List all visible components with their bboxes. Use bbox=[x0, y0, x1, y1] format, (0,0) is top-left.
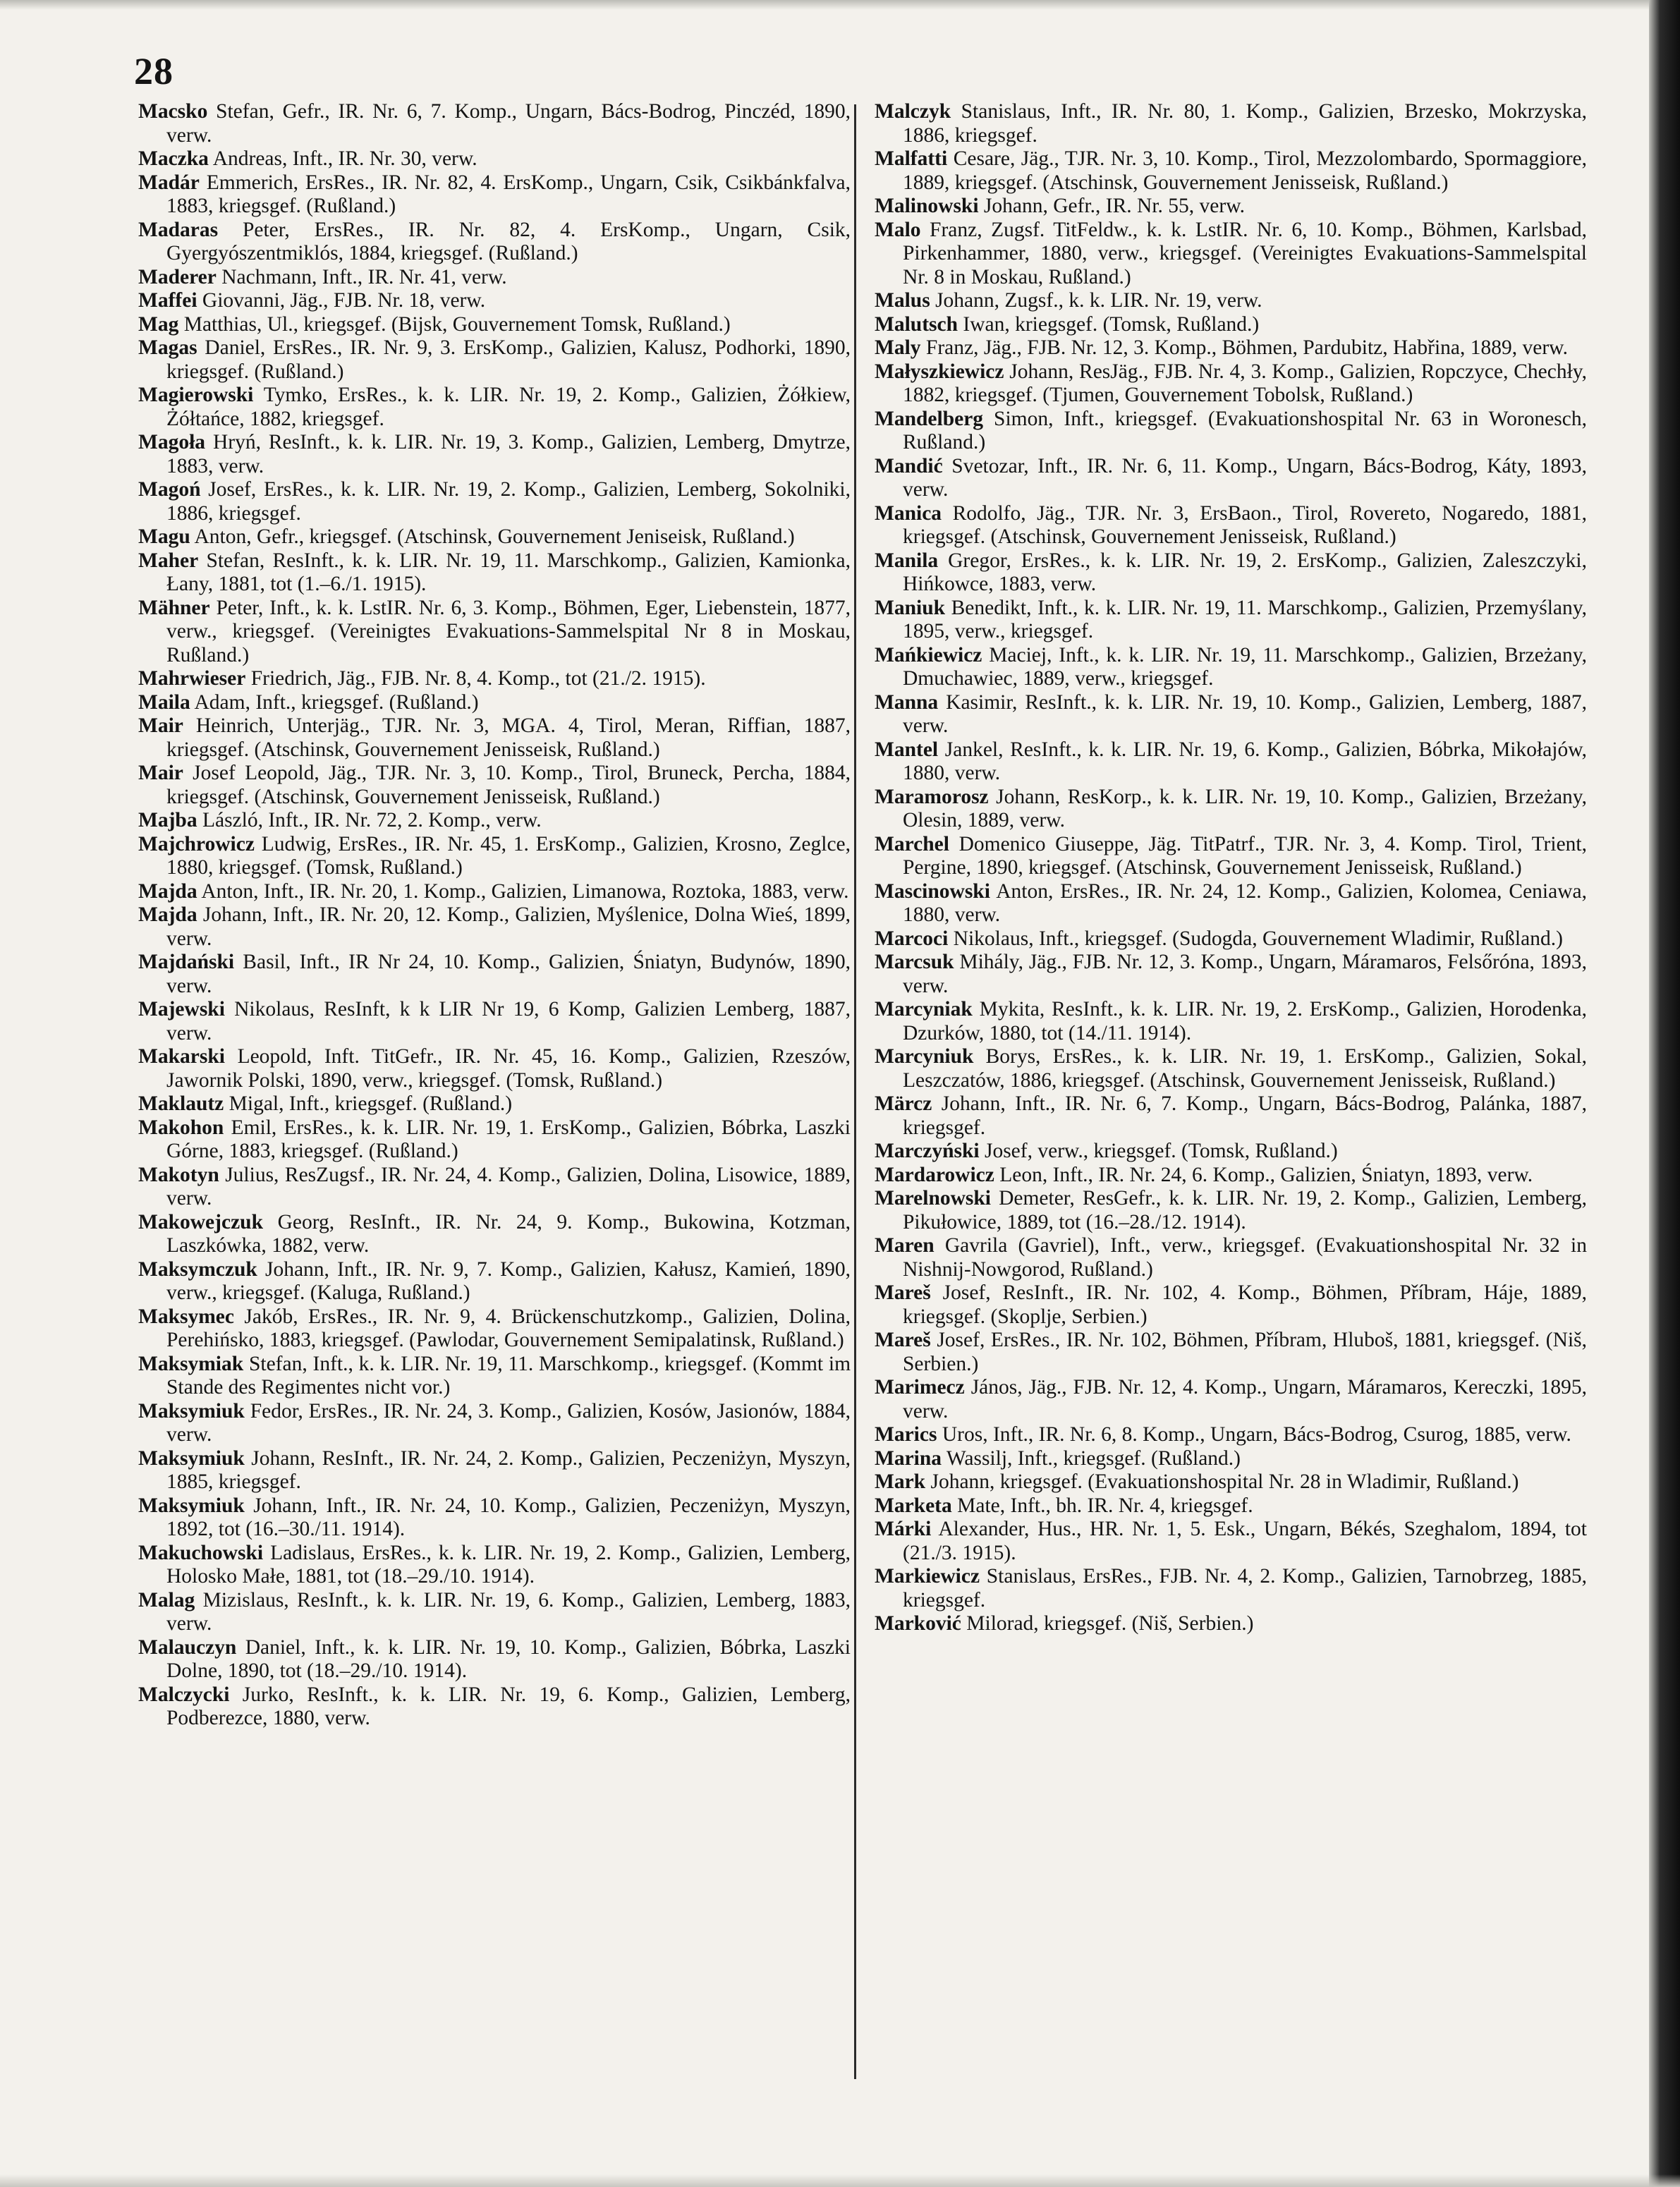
entry-details: Johann, ResJäg., FJB. Nr. 4, 3. Komp., Galizien, Ropczyce, Chechły, 1882, kriegsgef. (Tjumen, Gouvernement Tobolsk, Rußland.) bbox=[903, 360, 1588, 406]
entry-surname: Maklautz bbox=[138, 1092, 224, 1115]
register-entry bbox=[138, 951, 851, 998]
scan-edge-bottom bbox=[0, 2174, 1680, 2187]
entry-surname: Magierowski bbox=[138, 384, 254, 406]
register-entry bbox=[138, 289, 851, 313]
entry-details: Andreas, Inft., IR. Nr. 30, verw. bbox=[212, 147, 477, 170]
register-entry bbox=[138, 714, 851, 762]
register-entry bbox=[138, 691, 851, 715]
entry-surname: Mähner bbox=[138, 596, 210, 619]
entry-surname: Marimecz bbox=[875, 1376, 965, 1399]
register-entry bbox=[875, 1447, 1587, 1471]
entry-surname: Mair bbox=[138, 714, 183, 737]
entry-details: Stanislaus, Inft., IR. Nr. 80, 1. Komp., Galizien, Brzesko, Mokrzyska, 1886, kriegsgef. bbox=[903, 100, 1588, 147]
entry-details: Cesare, Jäg., TJR. Nr. 3, 10. Komp., Tirol, Mezzolombardo, Spormaggiore, 1889, kriegsgef. (Atschinsk, Gouvernement Jenisseisk, Rußland.) bbox=[903, 147, 1587, 194]
entry-surname: Manila bbox=[875, 549, 939, 572]
entry-details: Matthias, Ul., kriegsgef. (Bijsk, Gouvernement Tomsk, Rußland.) bbox=[183, 312, 731, 336]
entry-surname: Majchrowicz bbox=[138, 832, 255, 855]
entry-details: Josef, ErsRes., k. k. LIR. Nr. 19, 2. Komp., Galizien, Lemberg, Sokolniki, 1886, kriegsgef. bbox=[166, 478, 851, 525]
register-entry bbox=[138, 1447, 851, 1494]
register-entry bbox=[875, 1187, 1587, 1234]
entry-surname: Mahrwieser bbox=[138, 667, 246, 690]
entry-surname: Maher bbox=[138, 549, 199, 572]
entry-details: Jankel, ResInft., k. k. LIR. Nr. 19, 6. Komp., Galizien, Bóbrka, Mikołajów, 1880, verw. bbox=[903, 738, 1588, 784]
entry-surname: Márki bbox=[875, 1518, 932, 1540]
register-entry bbox=[875, 313, 1587, 337]
entry-surname: Marina bbox=[875, 1446, 942, 1470]
register-entry bbox=[875, 1565, 1587, 1612]
entry-details: Nikolaus, Inft., kriegsgef. (Sudogda, Gouvernement Wladimir, Rußland.) bbox=[953, 927, 1563, 950]
entry-surname: Maksymiuk bbox=[138, 1399, 245, 1423]
entry-details: János, Jäg., FJB. Nr. 12, 4. Komp., Ungarn, Máramaros, Kereczki, 1895, verw. bbox=[903, 1376, 1588, 1423]
register-entry bbox=[875, 691, 1587, 738]
register-entry bbox=[138, 171, 851, 219]
entry-details: Josef Leopold, Jäg., TJR. Nr. 3, 10. Komp., Tirol, Bruneck, Percha, 1884, kriegsgef. (Atschinsk, Gouvernement Jenisseisk, Rußland.) bbox=[166, 762, 851, 808]
entry-surname: Markiewicz bbox=[875, 1565, 980, 1588]
entry-details: Uros, Inft., IR. Nr. 6, 8. Komp., Ungarn, Bács-Bodrog, Csurog, 1885, verw. bbox=[942, 1423, 1571, 1446]
entry-details: Stefan, ResInft., k. k. LIR. Nr. 19, 11. Marschkomp., Galizien, Kamionka, Łany, 1881, tot (1.–6./1. 1915). bbox=[166, 549, 851, 595]
register-entry bbox=[138, 809, 851, 833]
entry-details: Migal, Inft., kriegsgef. (Rußland.) bbox=[229, 1092, 513, 1115]
register-entry bbox=[138, 549, 851, 597]
entry-surname: Mandelberg bbox=[875, 407, 984, 430]
register-entry bbox=[875, 336, 1587, 360]
register-entry bbox=[875, 998, 1587, 1045]
entry-details: Maciej, Inft., k. k. LIR. Nr. 19, 11. Marschkomp., Galizien, Brzeżany, Dmuchawiec, 1889, verw., kriegsgef. bbox=[903, 643, 1587, 690]
entry-surname: Majewski bbox=[138, 998, 225, 1021]
register-entry bbox=[875, 1329, 1587, 1376]
entry-surname: Mareš bbox=[875, 1329, 931, 1351]
register-entry bbox=[138, 1353, 851, 1400]
register-entry bbox=[875, 289, 1587, 313]
register-entry bbox=[875, 1494, 1587, 1518]
entry-details: Hryń, ResInft., k. k. LIR. Nr. 19, 3. Komp., Galizien, Lemberg, Dmytrze, 1883, verw. bbox=[166, 431, 851, 477]
register-entry bbox=[138, 1045, 851, 1092]
entry-surname: Magas bbox=[138, 336, 197, 359]
entry-details: Stanislaus, ErsRes., FJB. Nr. 4, 2. Komp., Galizien, Tarnobrzeg, 1885, kriegsgef. bbox=[903, 1565, 1588, 1612]
register-entry bbox=[875, 1045, 1587, 1092]
register-entry bbox=[875, 408, 1587, 455]
entry-details: Simon, Inft., kriegsgef. (Evakuationshospital Nr. 63 in Woronesch, Rußland.) bbox=[903, 407, 1587, 453]
entry-details: Mate, Inft., bh. IR. Nr. 4, kriegsgef. bbox=[957, 1494, 1253, 1517]
entry-surname: Maksymiuk bbox=[138, 1446, 245, 1470]
register-entry bbox=[875, 1423, 1587, 1447]
register-entry bbox=[138, 833, 851, 880]
register-entry bbox=[875, 1612, 1587, 1636]
entry-details: Leon, Inft., IR. Nr. 24, 6. Komp., Galizien, Śniatyn, 1893, verw. bbox=[999, 1163, 1533, 1186]
register-entry bbox=[875, 1281, 1587, 1329]
register-entry bbox=[875, 597, 1587, 644]
entry-surname: Maczka bbox=[138, 147, 209, 170]
entry-details: Gregor, ErsRes., k. k. LIR. Nr. 19, 2. ErsKomp., Galizien, Zaleszczyki, Hińkowce, 1883, verw. bbox=[903, 549, 1587, 595]
register-entry bbox=[875, 880, 1587, 927]
register-entry bbox=[875, 1518, 1587, 1565]
entry-details: Josef, verw., kriegsgef. (Tomsk, Rußland.) bbox=[984, 1140, 1338, 1162]
entry-surname: Maderer bbox=[138, 265, 217, 288]
entry-surname: Mandić bbox=[875, 454, 943, 477]
entry-surname: Mark bbox=[875, 1470, 926, 1493]
entry-surname: Mareš bbox=[875, 1281, 931, 1304]
entry-surname: Magu bbox=[138, 525, 190, 548]
register-entry bbox=[138, 998, 851, 1045]
entry-surname: Mag bbox=[138, 312, 179, 336]
entry-surname: Mardarowicz bbox=[875, 1163, 994, 1186]
entry-details: Fedor, ErsRes., IR. Nr. 24, 3. Komp., Galizien, Kosów, Jasionów, 1884, verw. bbox=[166, 1399, 851, 1446]
entry-surname: Malag bbox=[138, 1588, 195, 1612]
entry-details: Iwan, kriegsgef. (Tomsk, Rußland.) bbox=[963, 312, 1260, 336]
register-entry bbox=[875, 786, 1587, 833]
register-entry bbox=[875, 644, 1587, 691]
entry-details: Anton, ErsRes., IR. Nr. 24, 12. Komp., Galizien, Kolomea, Ceniawa, 1880, verw. bbox=[903, 879, 1587, 926]
register-entry bbox=[875, 100, 1587, 147]
entry-surname: Marchel bbox=[875, 832, 949, 855]
register-entry bbox=[138, 313, 851, 337]
entry-details: Anton, Inft., IR. Nr. 20, 1. Komp., Galizien, Limanowa, Roztoka, 1883, verw. bbox=[201, 879, 849, 903]
entry-details: Johann, kriegsgef. (Evakuationshospital Nr. 28 in Wladimir, Rußland.) bbox=[930, 1470, 1519, 1493]
register-entry bbox=[138, 597, 851, 668]
entry-surname: Marković bbox=[875, 1612, 961, 1635]
entry-surname: Maniuk bbox=[875, 596, 946, 619]
register-entry bbox=[875, 1164, 1587, 1188]
entry-surname: Malutsch bbox=[875, 312, 958, 336]
entry-details: Josef, ResInft., IR. Nr. 102, 4. Komp., Böhmen, Příbram, Háje, 1889, kriegsgef. (Skoplje, Serbien.) bbox=[903, 1281, 1588, 1328]
entry-details: Jakób, ErsRes., IR. Nr. 9, 4. Brückenschutzkomp., Galizien, Dolina, Perehińsko, 1883, kriegsgef. (Pawlodar, Gouvernement Semipalatinsk, Rußland.) bbox=[166, 1305, 851, 1351]
register-entry bbox=[138, 1542, 851, 1589]
entry-surname: Majda bbox=[138, 879, 197, 903]
entry-details: Julius, ResZugsf., IR. Nr. 24, 4. Komp., Galizien, Dolina, Lisowice, 1889, verw. bbox=[166, 1163, 851, 1210]
register-entry bbox=[138, 1211, 851, 1258]
entry-surname: Majda bbox=[138, 903, 197, 926]
register-entry bbox=[138, 1400, 851, 1447]
entry-details: Wassilj, Inft., kriegsgef. (Rußland.) bbox=[946, 1446, 1241, 1470]
entry-details: Rodolfo, Jäg., TJR. Nr. 3, ErsBaon., Tirol, Rovereto, Nogaredo, 1881, kriegsgef. (Atschinsk, Gouvernement Jenisseisk, Rußland.) bbox=[903, 501, 1588, 548]
entry-surname: Marcsuk bbox=[875, 951, 954, 973]
entry-surname: Maren bbox=[875, 1234, 935, 1257]
entry-details: Daniel, ErsRes., IR. Nr. 9, 3. ErsKomp., Galizien, Kalusz, Podhorki, 1890, kriegsgef. (Rußland.) bbox=[166, 336, 851, 383]
entry-details: Johann, Inft., IR. Nr. 6, 7. Komp., Ungarn, Bács-Bodrog, Palánka, 1887, kriegsgef. bbox=[903, 1092, 1587, 1139]
entry-details: Domenico Giuseppe, Jäg. TitPatrf., TJR. Nr. 3, 4. Komp. Tirol, Trient, Pergine, 1890, kriegsgef. (Atschinsk, Gouvernement Jenisseisk, Rußland.) bbox=[903, 832, 1587, 879]
entry-details: Svetozar, Inft., IR. Nr. 6, 11. Komp., Ungarn, Bács-Bodrog, Káty, 1893, verw. bbox=[903, 454, 1587, 501]
entry-surname: Malczyk bbox=[875, 100, 951, 123]
register-entry bbox=[138, 880, 851, 904]
register-entry bbox=[138, 1258, 851, 1305]
entry-details: Georg, ResInft., IR. Nr. 24, 9. Komp., Bukowina, Kotzman, Laszkówka, 1882, verw. bbox=[166, 1210, 851, 1257]
entry-surname: Maffei bbox=[138, 289, 197, 312]
entry-details: Mizislaus, ResInft., k. k. LIR. Nr. 19, 6. Komp., Galizien, Lemberg, 1883, verw. bbox=[166, 1588, 851, 1635]
entry-details: Emil, ErsRes., k. k. LIR. Nr. 19, 1. ErsKomp., Galizien, Bóbrka, Laszki Górne, 1883, kriegsgef. (Rußland.) bbox=[166, 1116, 851, 1162]
entry-surname: Malczycki bbox=[138, 1683, 230, 1706]
register-entry bbox=[138, 1164, 851, 1211]
entry-surname: Małyszkiewicz bbox=[875, 360, 1004, 383]
entry-details: Mihály, Jäg., FJB. Nr. 12, 3. Komp., Ungarn, Máramaros, Felsőróna, 1893, verw. bbox=[903, 951, 1587, 997]
entry-surname: Marics bbox=[875, 1423, 937, 1446]
entry-surname: Maksymec bbox=[138, 1305, 234, 1328]
register-entry bbox=[138, 903, 851, 951]
register-entry bbox=[875, 549, 1587, 597]
entry-surname: Mair bbox=[138, 762, 183, 784]
register-entry bbox=[138, 1683, 851, 1731]
register-entry bbox=[875, 738, 1587, 786]
entry-surname: Maly bbox=[875, 336, 921, 359]
register-entry bbox=[138, 1636, 851, 1683]
entry-surname: Mańkiewicz bbox=[875, 643, 982, 666]
entry-details: Leopold, Inft. TitGefr., IR. Nr. 45, 16. Komp., Galizien, Rzeszów, Jawornik Polski, 1890, verw., kriegsgef. (Tomsk, Rußland.) bbox=[166, 1045, 851, 1092]
entry-surname: Majba bbox=[138, 809, 197, 831]
register-entry bbox=[138, 147, 851, 171]
register-entry bbox=[138, 1305, 851, 1353]
register-entry bbox=[875, 833, 1587, 880]
entry-surname: Manna bbox=[875, 690, 939, 714]
entry-surname: Malauczyn bbox=[138, 1635, 237, 1659]
register-entry bbox=[138, 384, 851, 431]
entry-details: Giovanni, Jäg., FJB. Nr. 18, verw. bbox=[202, 289, 486, 312]
right-column bbox=[875, 100, 1587, 1636]
entry-details: Johann, ResInft., IR. Nr. 24, 2. Komp., Galizien, Peczeniżyn, Myszyn, 1885, kriegsgef. bbox=[166, 1446, 851, 1493]
entry-surname: Makarski bbox=[138, 1045, 225, 1068]
entry-surname: Manica bbox=[875, 501, 942, 525]
entry-surname: Maksymiuk bbox=[138, 1494, 245, 1517]
entry-surname: Marczyński bbox=[875, 1140, 980, 1162]
entry-surname: Marelnowski bbox=[875, 1187, 991, 1210]
register-entry bbox=[138, 667, 851, 691]
register-entry bbox=[875, 927, 1587, 951]
entry-surname: Mantel bbox=[875, 738, 939, 761]
register-entry bbox=[875, 1092, 1587, 1140]
entry-details: Benedikt, Inft., k. k. LIR. Nr. 19, 11. Marschkomp., Galizien, Przemyślany, 1895, verw., kriegsgef. bbox=[903, 596, 1587, 642]
entry-surname: Marcyniuk bbox=[875, 1045, 974, 1068]
register-entry bbox=[138, 219, 851, 266]
register-entry bbox=[138, 1116, 851, 1164]
entry-details: Jurko, ResInft., k. k. LIR. Nr. 19, 6. Komp., Galizien, Lemberg, Podberezce, 1880, verw. bbox=[166, 1683, 851, 1729]
entry-surname: Maksymiak bbox=[138, 1352, 244, 1375]
entry-surname: Macsko bbox=[138, 100, 208, 123]
entry-details: Franz, Jäg., FJB. Nr. 12, 3. Komp., Böhmen, Pardubitz, Habřina, 1889, verw. bbox=[925, 336, 1568, 359]
register-entry bbox=[138, 762, 851, 809]
entry-details: Anton, Gefr., kriegsgef. (Atschinsk, Gouvernement Jeniseisk, Rußland.) bbox=[194, 525, 795, 548]
entry-details: Nachmann, Inft., IR. Nr. 41, verw. bbox=[221, 265, 507, 288]
entry-surname: Marcoci bbox=[875, 927, 949, 950]
entry-details: Emmerich, ErsRes., IR. Nr. 82, 4. ErsKomp., Ungarn, Csik, Csikbánkfalva, 1883, kriegsgef. (Rußland.) bbox=[166, 171, 851, 217]
scan-edge-right bbox=[1649, 0, 1680, 2187]
entry-details: Johann, ResKorp., k. k. LIR. Nr. 19, 10. Komp., Galizien, Brzeżany, Olesin, 1889, verw. bbox=[903, 785, 1588, 831]
entry-details: Johann, Inft., IR. Nr. 9, 7. Komp., Galizien, Kałusz, Kamień, 1890, verw., kriegsgef. (Kaluga, Rußland.) bbox=[166, 1257, 851, 1304]
entry-surname: Makowejczuk bbox=[138, 1210, 263, 1233]
entry-surname: Marcyniak bbox=[875, 998, 973, 1021]
entry-surname: Magoła bbox=[138, 431, 206, 453]
entry-details: Josef, ErsRes., IR. Nr. 102, Böhmen, Příbram, Hluboš, 1881, kriegsgef. (Niš, Serbien.) bbox=[903, 1329, 1587, 1375]
entry-surname: Marketa bbox=[875, 1494, 952, 1517]
entry-details: Ludwig, ErsRes., IR. Nr. 45, 1. ErsKomp., Galizien, Krosno, Zeglce, 1880, kriegsgef. (Tomsk, Rußland.) bbox=[166, 832, 851, 879]
register-entry bbox=[138, 525, 851, 549]
page-number: 28 bbox=[134, 50, 174, 92]
register-entry bbox=[875, 195, 1587, 219]
register-entry bbox=[875, 1376, 1587, 1423]
entry-surname: Maila bbox=[138, 690, 190, 714]
entry-details: Borys, ErsRes., k. k. LIR. Nr. 19, 1. ErsKomp., Galizien, Sokal, Leszczatów, 1886, kriegsgef. (Atschinsk, Gouvernement Jenisseisk, Rußland.) bbox=[903, 1045, 1587, 1092]
entry-surname: Malus bbox=[875, 289, 930, 312]
entry-surname: Märcz bbox=[875, 1092, 932, 1115]
entry-details: Ladislaus, ErsRes., k. k. LIR. Nr. 19, 2. Komp., Galizien, Lemberg, Holosko Małe, 1881, tot (18.–29./10. 1914). bbox=[166, 1541, 851, 1588]
entry-details: Franz, Zugsf. TitFeldw., k. k. LstIR. Nr. 6, 10. Komp., Böhmen, Karlsbad, Pirkenhammer, 1880, verw., kriegsgef. (Vereinigtes Evakuations-Sammelspital Nr. 8 in Moskau, Rußland.) bbox=[903, 218, 1588, 288]
entry-details: Basil, Inft., IR Nr 24, 10. Komp., Galizien, Śniatyn, Budynów, 1890, verw. bbox=[166, 951, 851, 997]
register-entry bbox=[138, 266, 851, 290]
entry-surname: Madár bbox=[138, 171, 200, 194]
entry-details: Stefan, Gefr., IR. Nr. 6, 7. Komp., Ungarn, Bács-Bodrog, Pinczéd, 1890, verw. bbox=[166, 100, 851, 147]
entry-details: Milorad, kriegsgef. (Niš, Serbien.) bbox=[966, 1612, 1254, 1635]
entry-surname: Makuchowski bbox=[138, 1541, 264, 1564]
register-entry bbox=[138, 336, 851, 384]
register-entry bbox=[875, 951, 1587, 998]
entry-details: Johann, Inft., IR. Nr. 20, 12. Komp., Galizien, Myślenice, Dolna Wieś, 1899, verw. bbox=[166, 903, 851, 950]
register-entry bbox=[138, 431, 851, 478]
entry-surname: Maksymczuk bbox=[138, 1257, 257, 1281]
entry-surname: Maramorosz bbox=[875, 785, 989, 808]
register-entry bbox=[875, 1234, 1587, 1281]
entry-details: Adam, Inft., kriegsgef. (Rußland.) bbox=[194, 690, 479, 714]
register-entry bbox=[138, 100, 851, 147]
column-divider bbox=[854, 104, 856, 2079]
left-column bbox=[138, 100, 851, 1731]
entry-details: Demeter, ResGefr., k. k. LIR. Nr. 19, 2. Komp., Galizien, Lemberg, Pikułowice, 1889, tot (16.–28./12. 1914). bbox=[903, 1187, 1587, 1233]
register-entry bbox=[875, 1470, 1587, 1494]
register-entry bbox=[875, 147, 1587, 195]
entry-surname: Malfatti bbox=[875, 147, 948, 170]
entry-surname: Madaras bbox=[138, 218, 219, 241]
entry-surname: Majdański bbox=[138, 951, 235, 973]
entry-surname: Makohon bbox=[138, 1116, 224, 1139]
entry-surname: Malinowski bbox=[875, 195, 979, 217]
register-entry bbox=[138, 1092, 851, 1116]
entry-surname: Malo bbox=[875, 218, 921, 241]
register-entry bbox=[875, 455, 1587, 502]
entry-details: Mykita, ResInft., k. k. LIR. Nr. 19, 2. ErsKomp., Galizien, Horodenka, Dzurków, 1880, tot (14./11. 1914). bbox=[903, 998, 1588, 1044]
register-entry bbox=[875, 502, 1587, 549]
entry-details: Alexander, Hus., HR. Nr. 1, 5. Esk., Ungarn, Békés, Szeghalom, 1894, tot (21./3. 1915). bbox=[903, 1518, 1587, 1564]
entry-details: Daniel, Inft., k. k. LIR. Nr. 19, 10. Komp., Galizien, Bóbrka, Laszki Dolne, 1890, tot (18.–29./10. 1914). bbox=[166, 1635, 851, 1682]
register-entry bbox=[875, 1140, 1587, 1164]
entry-details: Nikolaus, ResInft, k k LIR Nr 19, 6 Komp, Galizien Lemberg, 1887, verw. bbox=[166, 998, 851, 1044]
entry-details: Friedrich, Jäg., FJB. Nr. 8, 4. Komp., tot (21./2. 1915). bbox=[250, 667, 706, 690]
scan-edge-top bbox=[0, 0, 1680, 10]
entry-details: Johann, Inft., IR. Nr. 24, 10. Komp., Galizien, Peczeniżyn, Myszyn, 1892, tot (16.–30./11. 1914). bbox=[166, 1494, 851, 1540]
register-entry bbox=[138, 478, 851, 525]
entry-details: Peter, ErsRes., IR. Nr. 82, 4. ErsKomp., Ungarn, Csik, Gyergyószentmiklós, 1884, kriegsgef. (Rußland.) bbox=[166, 218, 851, 264]
entry-details: Peter, Inft., k. k. LstIR. Nr. 6, 3. Komp., Böhmen, Eger, Liebenstein, 1877, verw., kriegsgef. (Vereinigtes Evakuations-Sammelspital Nr 8 in Moskau, Rußland.) bbox=[166, 596, 851, 666]
register-entry bbox=[138, 1589, 851, 1636]
register-entry bbox=[875, 219, 1587, 290]
entry-details: Tymko, ErsRes., k. k. LIR. Nr. 19, 2. Komp., Galizien, Żółkiew, Żółtańce, 1882, kriegsgef. bbox=[166, 384, 851, 430]
entry-details: Heinrich, Unterjäg., TJR. Nr. 3, MGA. 4, Tirol, Meran, Riffian, 1887, kriegsgef. (Atschinsk, Gouvernement Jenisseisk, Rußland.) bbox=[166, 714, 851, 761]
entry-details: Johann, Zugsf., k. k. LIR. Nr. 19, verw. bbox=[935, 289, 1262, 312]
entry-details: Kasimir, ResInft., k. k. LIR. Nr. 19, 10. Komp., Galizien, Lemberg, 1887, verw. bbox=[903, 690, 1588, 737]
entry-surname: Makotyn bbox=[138, 1163, 219, 1186]
register-entry bbox=[875, 360, 1587, 408]
entry-details: Johann, Gefr., IR. Nr. 55, verw. bbox=[983, 195, 1245, 217]
entry-surname: Magoń bbox=[138, 478, 201, 501]
register-entry bbox=[138, 1494, 851, 1542]
entry-details: Stefan, Inft., k. k. LIR. Nr. 19, 11. Marschkomp., kriegsgef. (Kommt im Stande des Regimentes nicht vor.) bbox=[166, 1352, 851, 1399]
entry-details: László, Inft., IR. Nr. 72, 2. Komp., verw. bbox=[202, 809, 542, 831]
entry-details: Gavrila (Gavriel), Inft., verw., kriegsgef. (Evakuationshospital Nr. 32 in Nishnij-Nowgorod, Rußland.) bbox=[903, 1234, 1588, 1281]
entry-surname: Mascinowski bbox=[875, 879, 990, 903]
